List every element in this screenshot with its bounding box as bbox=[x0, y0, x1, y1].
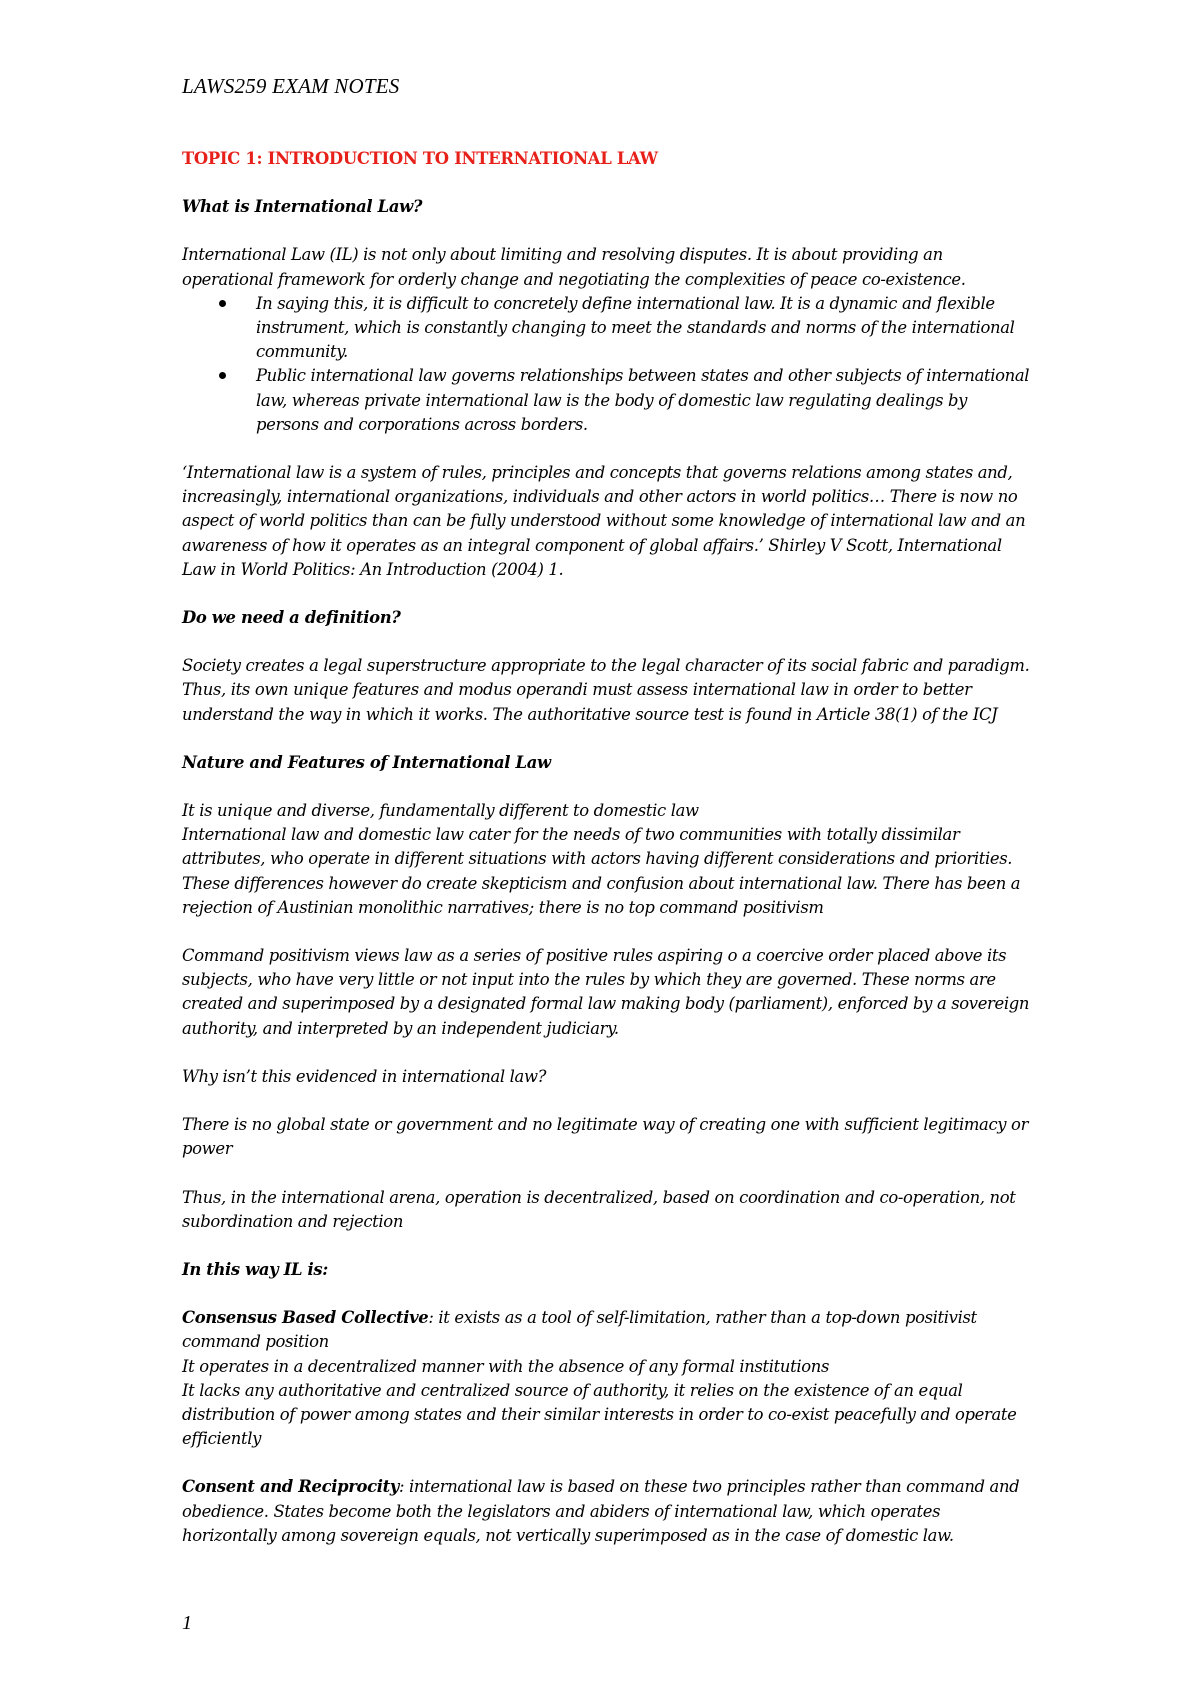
bullet-list bbox=[182, 292, 1032, 437]
paragraph-definition: Society creates a legal superstructure appropriate to the legal character of its social fabric and paradigm. Thus, its own unique features and modus operandi must assess international law in order to better understand the way in which it works. The authoritative source test is found in Article 38(1) of the ICJ bbox=[182, 656, 1030, 724]
paragraph-unique-diverse: It is unique and diverse, fundamentally different to domestic law bbox=[182, 801, 699, 821]
paragraph-consensus bbox=[182, 1306, 1032, 1354]
term-consensus: Consensus Based Collective bbox=[182, 1308, 429, 1328]
paragraph-no-global-state: There is no global state or government and no legitimate way of creating one with sufficient legitimacy or power bbox=[182, 1115, 1029, 1159]
bullet-item bbox=[182, 292, 1032, 365]
paragraph-question: Why isn’t this evidenced in international law? bbox=[182, 1066, 547, 1086]
paragraph-intro: International Law (IL) is not only about limiting and resolving disputes. It is about providing an operational framework for orderly change and negotiating the complexities of peace co-existence. bbox=[182, 245, 966, 289]
paragraph-quote: ‘International law is a system of rules, principles and concepts that governs relations among states and, increasingly, international organizations, individuals and other actors in world politics… There is now no aspect of world politics than can be fully understood without some knowledge of international law and an awareness of how it operates as an integral component of global affairs.’ Shirley V Scott, International Law in World Politics: An Introduction (2004) 1. bbox=[182, 463, 1026, 579]
paragraph-decentralized: Thus, in the international arena, operation is decentralized, based on coordination and co-operation, not subordination and rejection bbox=[182, 1187, 1016, 1231]
heading-in-this-way: In this way IL is: bbox=[182, 1259, 329, 1279]
heading-nature-and-features: Nature and Features of International Law bbox=[182, 752, 551, 772]
heading-do-we-need-a-definition: Do we need a definition? bbox=[182, 608, 401, 628]
bullet-item bbox=[182, 364, 1032, 437]
bullet-icon bbox=[219, 300, 226, 307]
bullet-text: Public international law governs relationships between states and other subjects of international law, whereas private international law is the body of domestic law regulating dealings by persons and corporations across borders. bbox=[256, 366, 1030, 434]
paragraph-command-positivism: Command positivism views law as a series of positive rules aspiring o a coercive order placed above its subjects, who have very little or not input into the rules by which they are governed. These norms are created and superimposed by a designated formal law making body (parliament), enforced by a sovereign authority, and interpreted by an independent judiciary. bbox=[182, 946, 1030, 1038]
page-number: 1 bbox=[182, 1612, 192, 1634]
paragraph-consent bbox=[182, 1475, 1032, 1548]
bullet-text: In saying this, it is difficult to concretely define international law. It is a dynamic and flexible instrument, which is constantly changing to meet the standards and norms of the international community. bbox=[256, 293, 1015, 362]
term-consent: Consent and Reciprocity bbox=[182, 1477, 399, 1497]
paragraph-decentralized-manner: It operates in a decentralized manner with the absence of any formal institutions bbox=[182, 1356, 830, 1376]
bullet-icon bbox=[219, 372, 226, 379]
consensus-text: : it exists as a tool of self-limitation, rather than a top-down positivist command position bbox=[182, 1308, 977, 1352]
consent-text: : international law is based on these two principles rather than command and obedience. States become both the legislators and abiders of international law, which operates horizontally among sovereign equals, not vertically superimposed as in the case of domestic law. bbox=[182, 1477, 1020, 1545]
heading-what-is-international-law: What is International Law? bbox=[182, 197, 423, 217]
page-content bbox=[182, 147, 1032, 1548]
paragraph-two-communities: International law and domestic law cater for the needs of two communities with totally dissimilar attributes, who operate in different situations with actors having different considerations and priorities. These differences however do create skepticism and confusion about international law. There has been a rejection of Austinian monolithic narratives; there is no top command positivism bbox=[182, 825, 1021, 917]
paragraph-lacks-authority: It lacks any authoritative and centralized source of authority, it relies on the existence of an equal distribution of power among states and their similar interests in order to co-exist peacefully and operate efficiently bbox=[182, 1380, 1017, 1449]
page-header: LAWS259 EXAM NOTES bbox=[182, 74, 400, 98]
topic-heading: TOPIC 1: INTRODUCTION TO INTERNATIONAL LAW bbox=[182, 149, 658, 168]
